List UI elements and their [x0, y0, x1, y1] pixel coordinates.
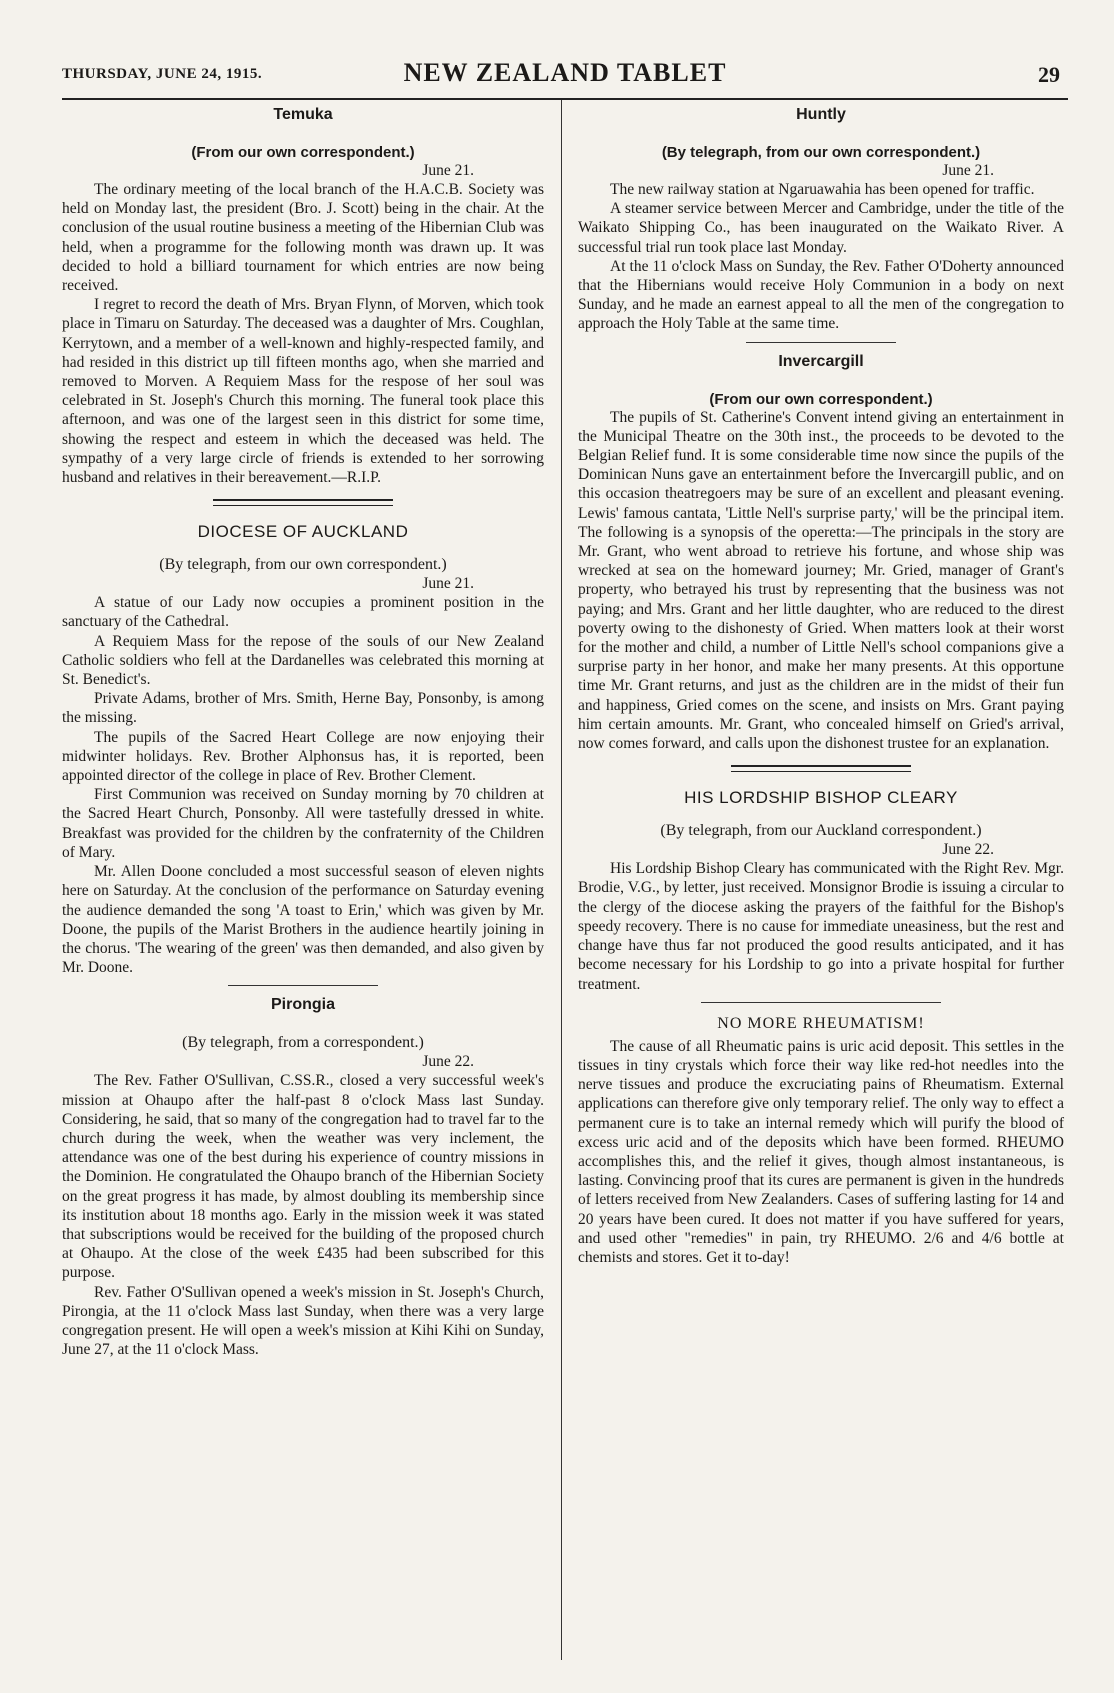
article-invercargill: [578, 353, 1064, 754]
page-number: 29: [1038, 62, 1060, 87]
left-column: [62, 104, 544, 1359]
article-heading: DIOCESE OF AUCKLAND: [197, 522, 409, 542]
article-bishop-cleary: [578, 788, 1064, 993]
section-divider: [228, 985, 378, 986]
newspaper-title: NEW ZEALAND TABLET: [403, 58, 727, 87]
article-date: June 22.: [422, 1053, 474, 1071]
article-byline: (By telegraph, from our own correspondent.): [159, 556, 447, 574]
article-date: June 21.: [422, 575, 474, 593]
article-date: June 22.: [942, 841, 994, 859]
article-heading: HIS LORDSHIP BISHOP CLEARY: [684, 788, 958, 808]
article-paragraph: At the 11 o'clock Mass on Sunday, the Rev. Father O'Doherty announced that the Hibernians would receive Holy Communion in a body on next Sunday, and he made an earnest appeal to all the men of the congregation to approach the Holy Table at the same time.: [578, 257, 1064, 333]
article-paragraph: The new railway station at Ngaruawahia has been opened for traffic.: [610, 181, 1035, 198]
article-paragraph: The ordinary meeting of the local branch of the H.A.C.B. Society was held on Monday last, the president (Bro. J. Scott) being in the chair. At the conclusion of the usual routine business a meeting of the Hibernian Club was held, when a programme for the following month was drawn up. It was decided to hold a billiard tournament for which entries are now being received.: [62, 181, 544, 295]
article-paragraph: A statue of our Lady now occupies a prominent position in the sanctuary of the Cathedral.: [62, 594, 544, 631]
article-diocese-auckland: [62, 522, 544, 977]
article-paragraph: A Requiem Mass for the repose of the souls of our New Zealand Catholic soldiers who fell at the Dardanelles was celebrated this morning at St. Benedict's.: [62, 632, 544, 689]
article-pirongia: [62, 996, 544, 1359]
masthead: [62, 58, 1068, 100]
article-huntly: [578, 106, 1064, 334]
article-heading: Invercargill: [778, 352, 864, 370]
article-paragraph: His Lordship Bishop Cleary has communicated with the Right Rev. Mgr. Brodie, V.G., by letter, just received. Monsignor Brodie is issuing a circular to the clergy of the diocese asking the prayers of the faithful for the Bishop's speedy recovery. There is no cause for immediate uneasiness, but the rest and change have thus far not produced the good results anticipated, and it has become necessary for his Lordship to go into a private hospital for further treatment.: [578, 860, 1064, 993]
article-paragraph: The pupils of the Sacred Heart College are now enjoying their midwinter holidays. Rev. Brother Alphonsus has, it is reported, been appointed director of the college in place of Rev. Brother Clement.: [62, 728, 544, 785]
article-paragraph: I regret to record the death of Mrs. Bryan Flynn, of Morven, which took place in Timaru on Saturday. The deceased was a daughter of Mrs. Coughlan, Kerrytown, and a member of a well-known and highly-respected family, and had resided in this district up till fifteen months ago, when she married and removed to Morven. A Requiem Mass for the respose of her soul was celebrated in St. Joseph's Church this morning. The funeral took place this afternoon, and was one of the largest seen in this district for some time, showing the respect and esteem in which the deceased was held. The sympathy of a very large circle of friends is extended to her sorrowing husband and relatives in their bereavement.—R.I.P.: [62, 296, 544, 487]
article-paragraph: A steamer service between Mercer and Cambridge, under the title of the Waikato Shipping Co., has been inaugurated on the Waikato River. A successful trial run took place last Monday.: [578, 200, 1064, 256]
article-byline: (From our own correspondent.): [709, 390, 933, 408]
article-heading: Temuka: [273, 106, 333, 123]
article-heading: Huntly: [796, 106, 846, 123]
section-divider: [213, 499, 393, 506]
article-byline: (By telegraph, from our own correspondent.): [661, 144, 981, 161]
section-divider: [701, 1002, 941, 1003]
article-paragraph: Rev. Father O'Sullivan opened a week's mission in St. Joseph's Church, Pirongia, at the 11 o'clock Mass last Sunday, when there was a very large congregation present. He will open a week's mission at Kihi Kihi on Sunday, June 27, at the 11 o'clock Mass.: [62, 1283, 544, 1359]
section-divider: [746, 342, 896, 343]
article-paragraph: The pupils of St. Catherine's Convent intend giving an entertainment in the Municipal Theatre on the 30th inst., the proceeds to be devoted to the Belgian Relief fund. It is some considerable time now since the pupils of the Dominican Nuns gave an entertainment before the Invercargill public, and on this occasion theatregoers may be sure of an excellent and pleasant evening. Lewis' famous cantata, 'Little Nell's surprise party,' will be the principal item. The following is a synopsis of the operetta:—The principals in the story are Mr. Grant, who went abroad to retrieve his fortune, and whose ship was wrecked at sea on the homeward journey; Mr. Gried, manager of Grant's property, who betrayed his trust by representing that the business was not paying; and Mrs. Grant and her little daughter, who are reduced to the direst poverty owing to the dishonesty of Gried. When matters look at their worst for the mother and child, a number of Little Nell's school companions give a surprise party in her honor, and make her many presents. At this opportune time Mr. Grant returns, and just as the children are in the midst of their fun and happiness, Gried comes on the scene, and insists on Mrs. Grant paying him certain amounts. Mr. Grant, who concealed himself on Gried's arrival, now comes forward, and calls upon the dishonest trustee for an explanation.: [578, 408, 1064, 753]
article-paragraph: The Rev. Father O'Sullivan, C.SS.R., closed a very successful week's mission at Ohaupo after the half-past 8 o'clock Mass last Sunday. Considering, he said, that so many of the congregation had to travel far to the church during the week, when the weather was very inclement, the attendance was one of the best during his experience of country missions in the Dominion. He congratulated the Ohaupo branch of the Hibernian Society on the great progress it has made, by almost doubling its membership since its institution about 18 months ago. Early in the mission week it was stated that subscriptions would be received for the building of the proposed church at Ohaupo. At the close of the week £435 had been subscribed for this purpose.: [62, 1072, 544, 1282]
advertisement-heading: NO MORE RHEUMATISM!: [717, 1014, 925, 1032]
article-paragraph: Private Adams, brother of Mrs. Smith, Herne Bay, Ponsonby, is among the missing.: [62, 690, 544, 727]
article-paragraph: Mr. Allen Doone concluded a most successful season of eleven nights here on Saturday. At the conclusion of the performance on Saturday evening the audience demanded the song 'A toast to Erin,' which was given by Mr. Doone, the pupils of the Marist Brothers in the audience heartily joining in the chorus. 'The wearing of the green' was then demanded, and also given by Mr. Doone.: [62, 863, 544, 977]
article-paragraph: First Communion was received on Sunday morning by 70 children at the Sacred Heart Church, Ponsonby. All were tastefully dressed in white. Breakfast was provided for the children by the confraternity of the Children of Mary.: [62, 786, 544, 861]
advertisement-text: The cause of all Rheumatic pains is uric acid deposit. This settles in the tissues in tiny crystals which force their way like red-hot needles into the nerve tissues and produce the excruciating pains of Rheumatism. External applications can therefore give only temporary relief. The only way to effect a permanent cure is to take an internal remedy which will purify the blood of excess uric acid and of the deposits which have been formed. RHEUMO accomplishes this, and the relief it gives, though almost instantaneous, is lasting. Convincing proof that its cures are permanent is given in the hundreds of letters received from New Zealanders. Cases of suffering lasting for 14 and 20 years have been cured. It does not matter if you have suffered for years, and used other "remedies" in pain, try RHEUMO. 2/6 and 4/6 bottle at chemists and stores. Get it to-day!: [578, 1037, 1064, 1266]
article-byline: (By telegraph, from our Auckland correspondent.): [660, 822, 982, 840]
right-column: [578, 104, 1064, 1267]
article-temuka: [62, 106, 544, 487]
section-divider: [731, 765, 911, 772]
issue-date: THURSDAY, JUNE 24, 1915.: [62, 66, 263, 82]
article-heading: Pirongia: [270, 996, 335, 1014]
advertisement-rheumo: [578, 1015, 1064, 1267]
column-divider: [561, 100, 562, 1660]
article-date: June 21.: [942, 162, 994, 179]
article-byline: (From our own correspondent.): [191, 144, 415, 161]
article-byline: (By telegraph, from a correspondent.): [182, 1034, 424, 1052]
article-date: June 21.: [422, 162, 474, 179]
